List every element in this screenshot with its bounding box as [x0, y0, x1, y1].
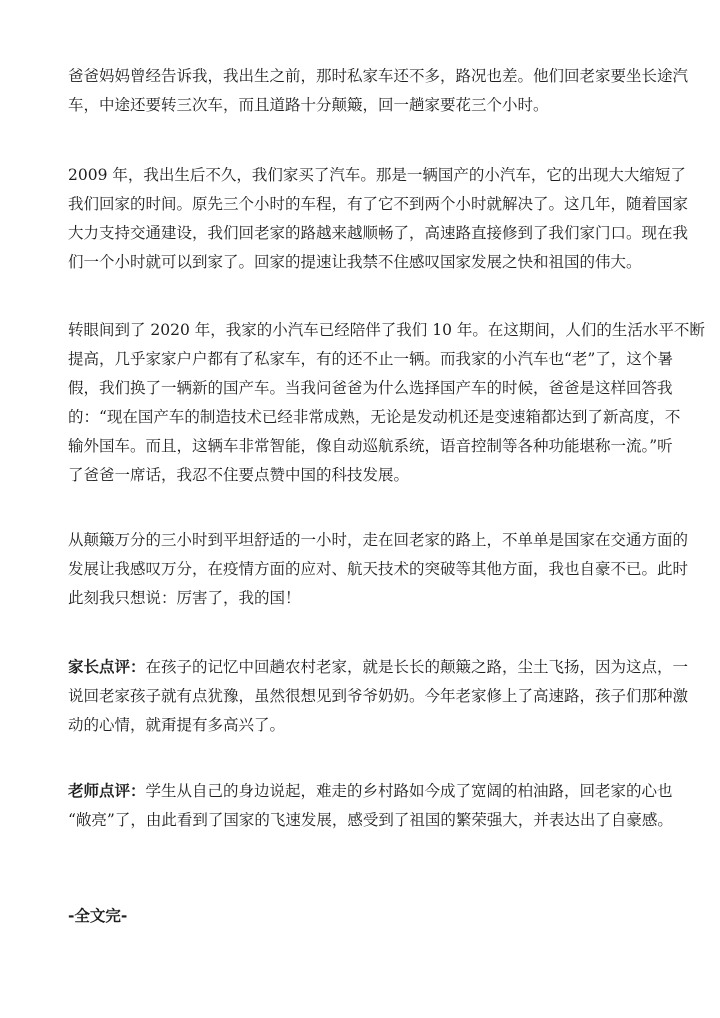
text-line: 从颠簸万分的三小时到平坦舒适的一小时，走在回老家的路上，不单单是国家在交通方面的 — [68, 531, 689, 549]
parent-comment — [68, 653, 689, 740]
text-line: 车，中途还要转三次车，而且道路十分颠簸，回一趟家要花三个小时。 — [68, 96, 549, 114]
paragraph-4 — [68, 526, 689, 613]
text-line: 了爸爸一席话，我忍不住要点赞中国的科技发展。 — [68, 466, 410, 484]
teacher-comment-label: 老师点评： — [68, 782, 146, 800]
text-line: 此刻我只想说：厉害了，我的国！ — [68, 589, 301, 607]
text-line: 们一个小时就可以到家了。回家的提速让我禁不住感叹国家发展之快和祖国的伟大。 — [68, 253, 642, 271]
text-line: 爸爸妈妈曾经告诉我，我出生之前，那时私家车还不多，路况也差。他们回老家要坐长途汽 — [68, 67, 689, 85]
ending-mark: -全文完- — [68, 907, 128, 925]
text-line: 动的心情，就甭提有多高兴了。 — [68, 716, 286, 734]
comment-text: 在孩子的记忆中回趟农村老家，就是长长的颠簸之路，尘土飞扬，因为这点，一 — [145, 658, 689, 676]
text-line: 发展让我感叹万分，在疫情方面的应对、航天技术的突破等其他方面，我也自豪不已。此时 — [68, 560, 689, 578]
paragraph-1 — [68, 62, 689, 120]
text-line: 假，我们换了一辆新的国产车。当我问爸爸为什么选择国产车的时候，爸爸是这样回答我 — [68, 379, 673, 397]
text-line: 2009 年，我出生后不久，我们家买了汽车。那是一辆国产的小汽车，它的出现大大缩短了 — [68, 166, 686, 184]
text-line: 提高，几乎家家户户都有了私家车，有的还不止一辆。而我家的小汽车也“老”了，这个暑 — [68, 350, 673, 368]
comment-first-line — [68, 777, 673, 806]
paragraph-2 — [68, 161, 689, 277]
text-line: “敞亮”了，由此看到了国家的飞速发展，感受到了祖国的繁荣强大，并表达出了自豪感。 — [68, 811, 673, 829]
text-line: 输外国车。而且，这辆车非常智能，像自动巡航系统，语音控制等各种功能堪称一流。”听 — [68, 437, 673, 455]
text-line: 大力支持交通建设，我们回老家的路越来越顺畅了，高速路直接修到了我们家门口。现在我 — [68, 224, 689, 242]
comment-first-line — [68, 653, 689, 682]
text-line: 的：“现在国产车的制造技术已经非常成熟，无论是发动机还是变速箱都达到了新高度，不 — [68, 408, 681, 426]
text-line: 转眼间到了 2020 年，我家的小汽车已经陪伴了我们 10 年。在这期间，人们的生活水平不断 — [68, 321, 705, 339]
parent-comment-label: 家长点评： — [68, 658, 146, 676]
comment-text: 学生从自己的身边说起，难走的乡村路如今成了宽阔的柏油路，回老家的心也 — [145, 782, 673, 800]
text-line: 说回老家孩子就有点犹豫，虽然很想见到爷爷奶奶。今年老家修上了高速路，孩子们那种激 — [68, 687, 689, 705]
teacher-comment — [68, 777, 673, 835]
text-line: 我们回家的时间。原先三个小时的车程，有了它不到两个小时就解决了。这几年，随着国家 — [68, 195, 689, 213]
paragraph-3 — [68, 316, 705, 490]
